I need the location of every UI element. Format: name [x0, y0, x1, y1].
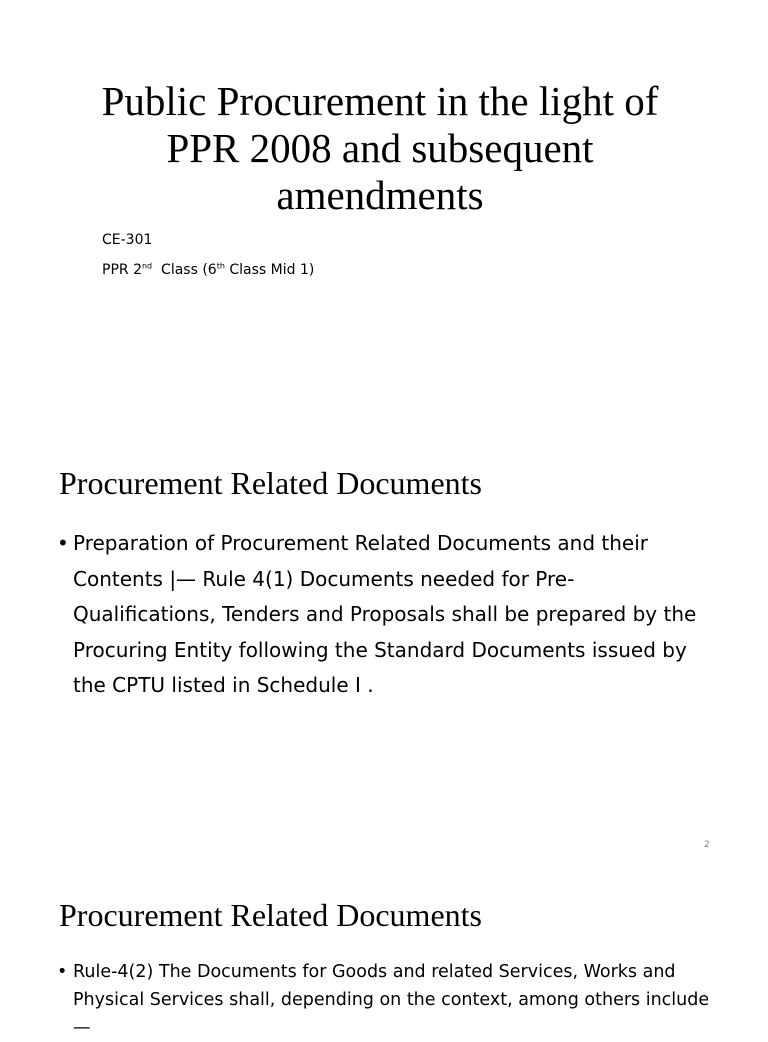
slide-title-heading: Public Procurement in the light of PPR 2008 and subsequent amendments — [101, 78, 659, 218]
section-title: Procurement Related Documents — [59, 465, 482, 501]
course-code: CE-301 — [102, 232, 153, 248]
bullet-text: Preparation of Procurement Related Documents and their Contents |— Rule 4(1) Documents needed for Pre-Qualifications, Tenders and Proposals shall be prepared by the Procuring Entity following the Standard Documents issued by the CPTU listed in Schedule I . — [73, 531, 697, 697]
bullet-text: Rule-4(2) The Documents for Goods and related Services, Works and Physical Services shall, depending on the context, among others include— — [73, 962, 710, 1038]
bullet-item — [57, 958, 723, 1042]
class-info — [102, 261, 314, 279]
slide-title — [0, 0, 768, 432]
page-number: 2 — [704, 840, 710, 850]
bullet-item — [57, 526, 713, 704]
slide-rule-4-1 — [0, 432, 768, 864]
slide-rule-4-2 — [0, 864, 768, 1038]
class-info-suffix: Class Mid 1) — [224, 262, 315, 278]
class-info-sup-th: th — [216, 261, 225, 271]
section-title: Procurement Related Documents — [59, 897, 482, 933]
bullet-marker: • — [57, 531, 69, 555]
class-info-middle: Class (6 — [152, 262, 217, 278]
bullet-marker: • — [57, 962, 68, 982]
class-info-sup-nd: nd — [141, 261, 153, 271]
class-info-prefix: PPR 2 — [102, 262, 142, 278]
